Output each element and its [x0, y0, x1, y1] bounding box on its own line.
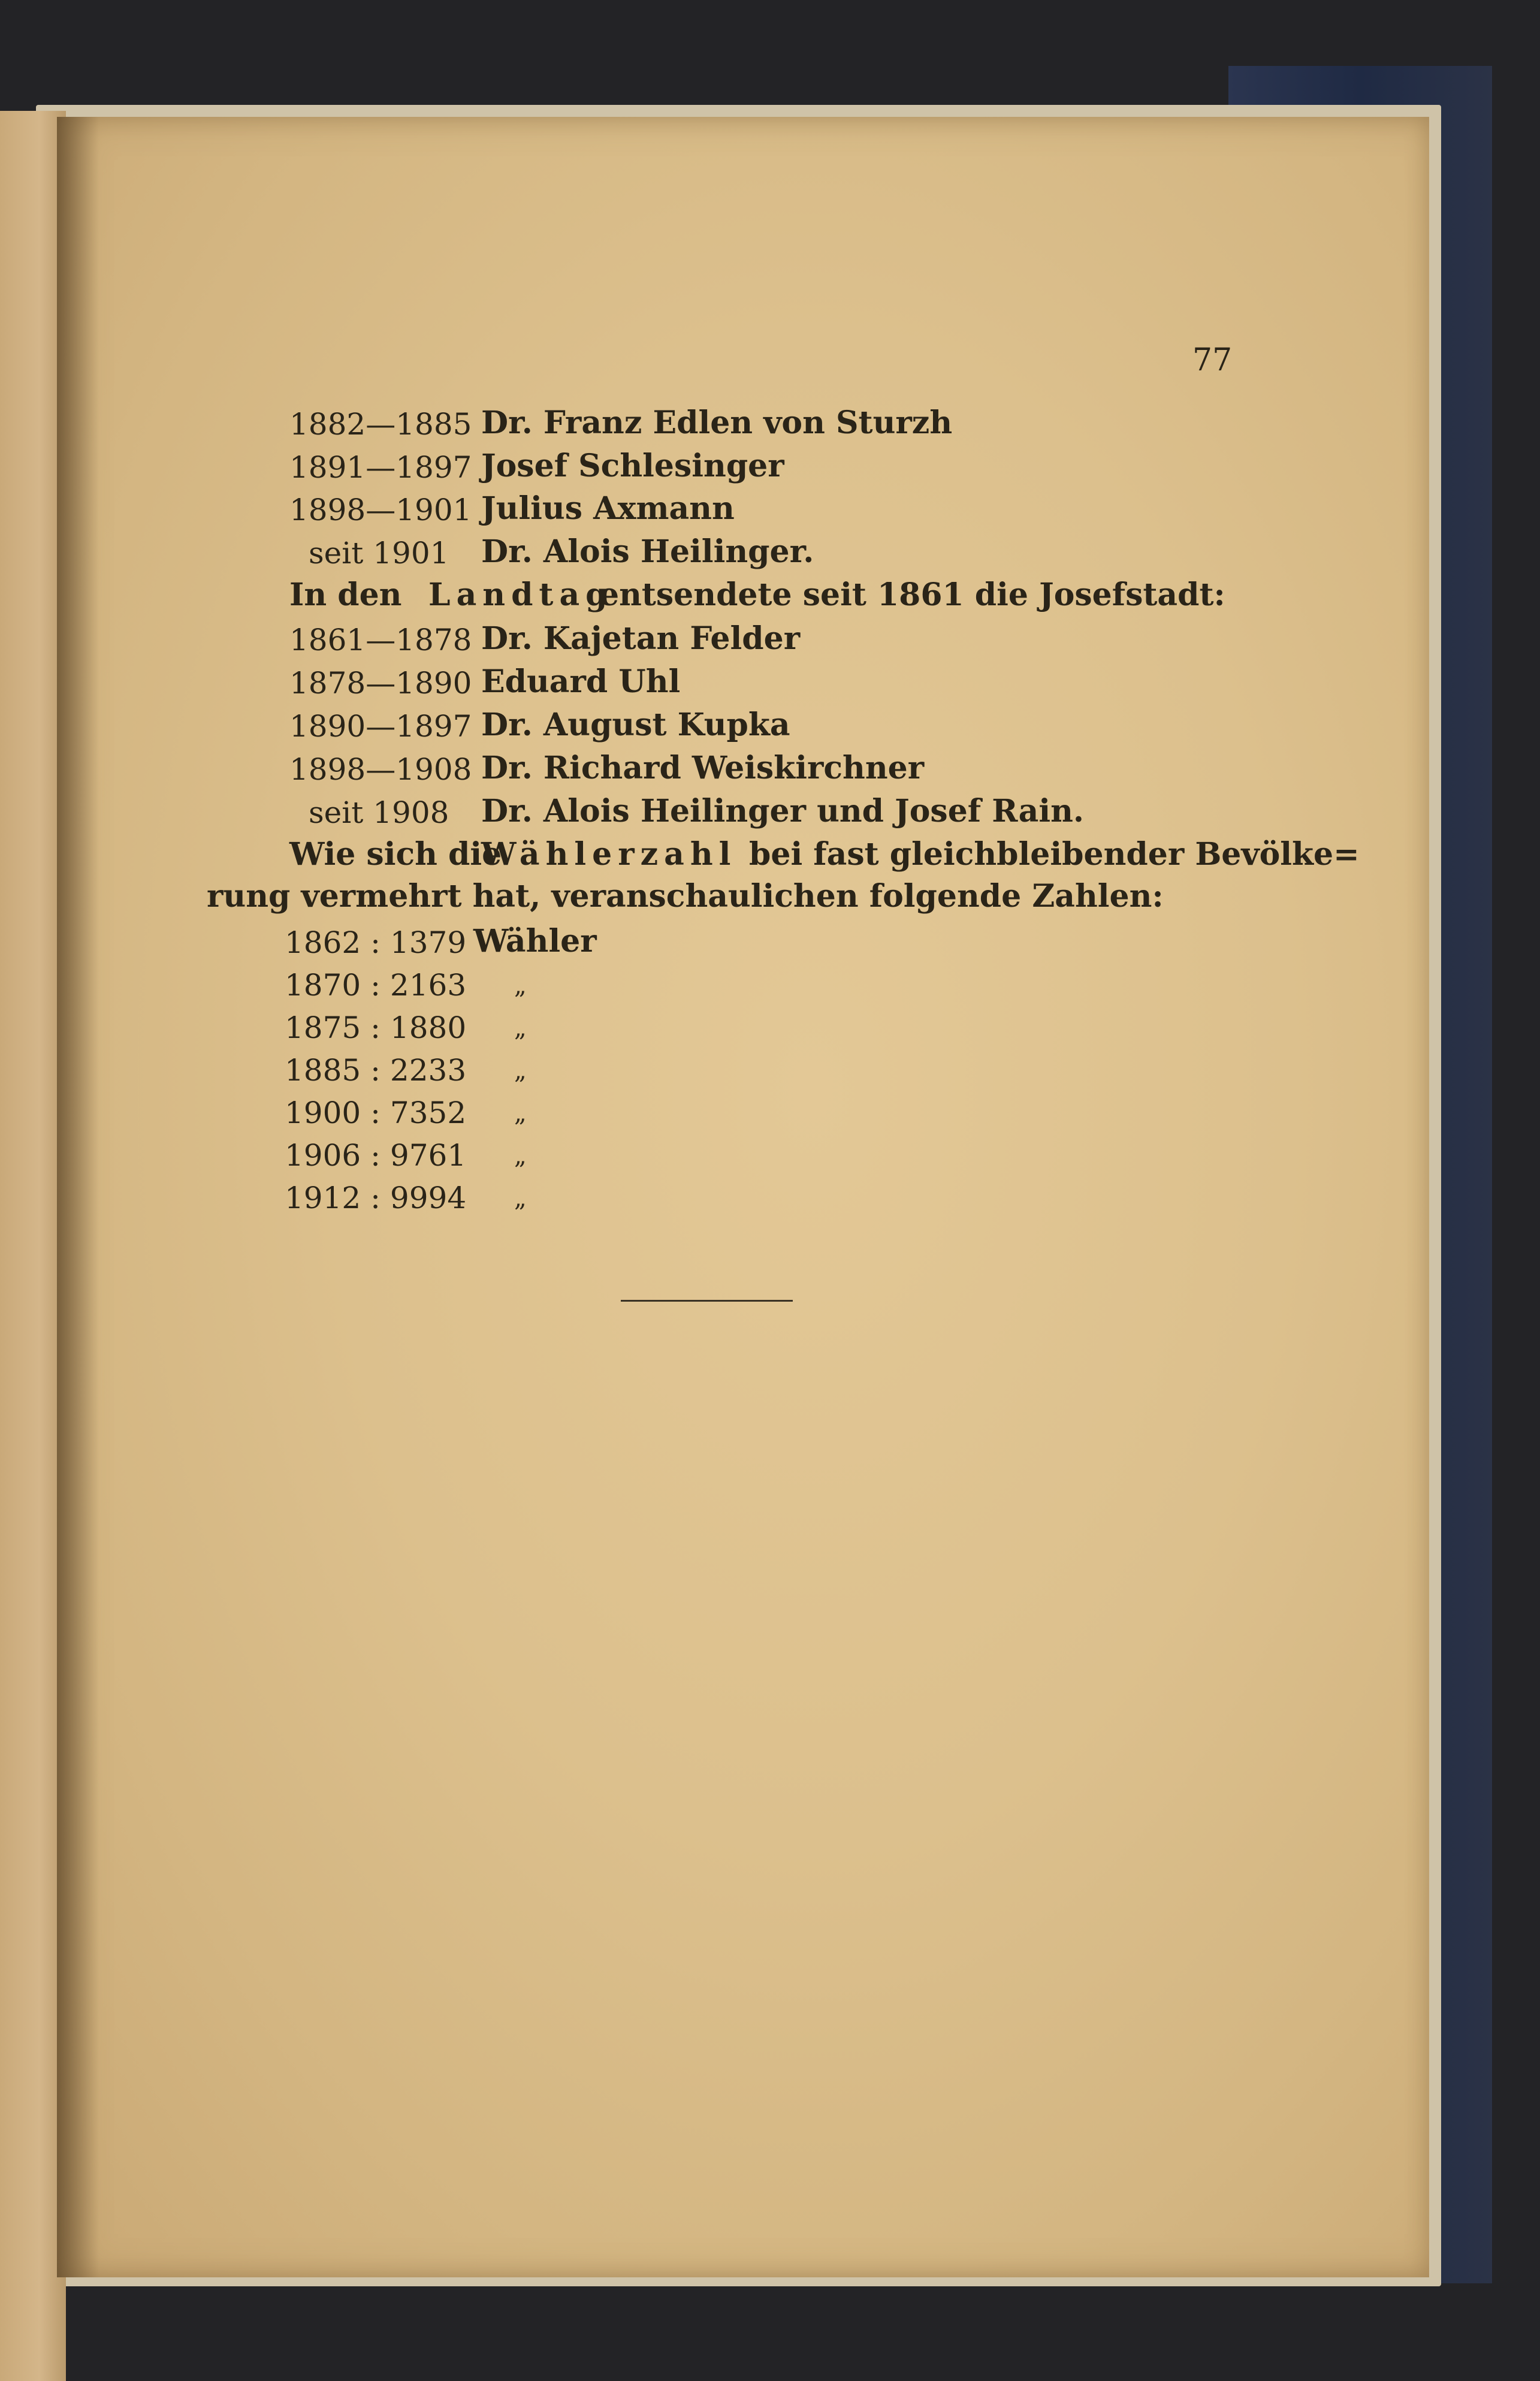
voter-row-values: 1900 : 7352: [285, 1096, 467, 1130]
gutter-shadow: [57, 117, 99, 2277]
list-name: Dr. Richard Weiskirchner: [481, 750, 925, 786]
list-years: seit 1901: [309, 536, 449, 571]
voter-unit: Wähler: [473, 923, 597, 959]
list-years: 1891—1897: [289, 450, 472, 485]
ditto-mark: „: [514, 972, 527, 1000]
list-name: Dr. Kajetan Felder: [481, 620, 801, 657]
list-name: Dr. Alois Heilinger.: [481, 533, 814, 570]
voter-row-values: 1870 : 2163: [285, 968, 467, 1003]
list-years: 1898—1901: [289, 493, 472, 527]
landtag-intro-suffix: entsendete seit 1861 die Josefstadt:: [599, 577, 1225, 613]
list-name: Dr. Franz Edlen von Sturzh: [481, 405, 953, 441]
ditto-mark: „: [514, 1185, 527, 1212]
facing-page: [0, 111, 66, 2381]
list-years: 1890—1897: [289, 709, 472, 744]
voter-row-values: 1885 : 2233: [285, 1053, 467, 1088]
voters-line1-word: Wählerzahl: [481, 836, 737, 873]
list-name: Eduard Uhl: [481, 663, 681, 700]
voter-row-values: 1912 : 9994: [285, 1181, 467, 1215]
section-end-rule: [621, 1300, 793, 1302]
list-name: Julius Axmann: [481, 490, 735, 527]
list-name: Josef Schlesinger: [481, 448, 784, 484]
ditto-mark: „: [514, 1057, 527, 1085]
list-years: 1898—1908: [289, 752, 472, 787]
ditto-mark: „: [514, 1142, 527, 1170]
page-number: 77: [1192, 342, 1233, 378]
list-years: seit 1908: [309, 795, 449, 830]
ditto-mark: „: [514, 1015, 527, 1042]
voters-line1-suffix: bei fast gleichbleibender Bevölke=: [749, 836, 1360, 873]
voters-line2: rung vermehrt hat, veranschaulichen folgende Zahlen:: [207, 878, 1164, 915]
list-name: Dr. August Kupka: [481, 707, 790, 743]
list-years: 1861—1878: [289, 623, 472, 657]
landtag-intro-word: Landtag: [428, 577, 614, 613]
voter-row-values: 1862 : 1379: [285, 925, 467, 960]
voters-line1-prefix: Wie sich die: [289, 836, 502, 873]
landtag-intro-prefix: In den: [289, 577, 402, 613]
voter-row-values: 1875 : 1880: [285, 1010, 467, 1045]
list-years: 1878—1890: [289, 666, 472, 701]
voter-row-values: 1906 : 9761: [285, 1138, 467, 1173]
ditto-mark: „: [514, 1100, 527, 1127]
list-years: 1882—1885: [289, 407, 472, 442]
list-name: Dr. Alois Heilinger und Josef Rain.: [481, 793, 1085, 829]
